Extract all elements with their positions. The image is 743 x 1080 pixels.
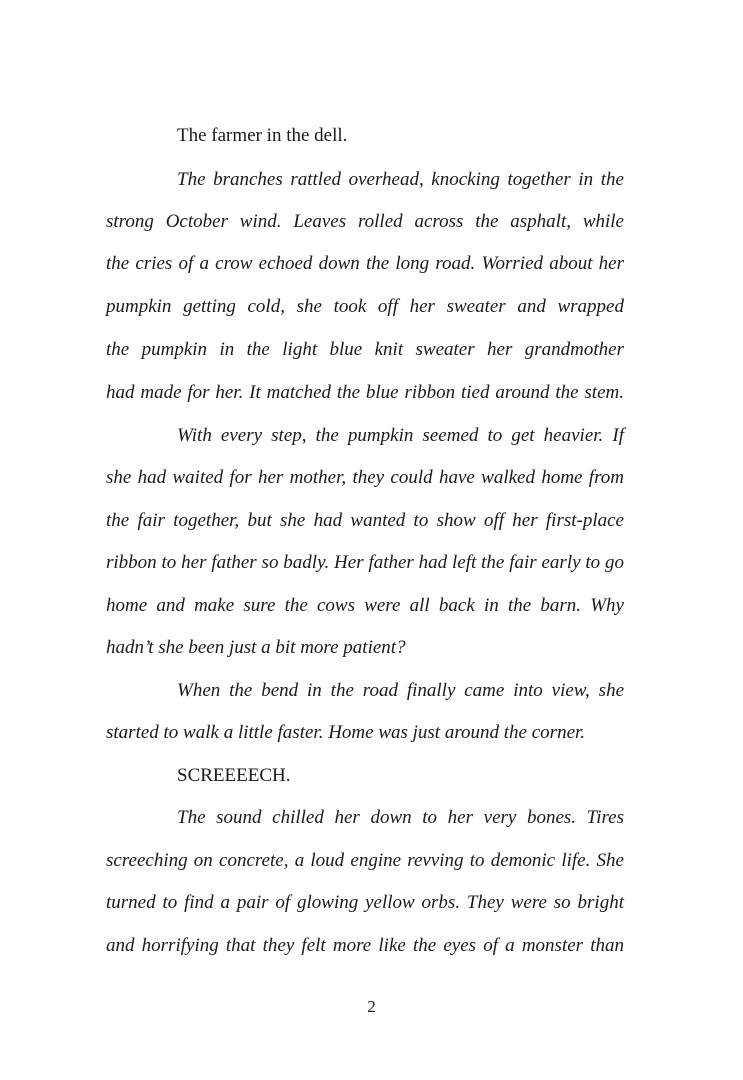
body-text-line: and horrifying that they felt more like the eyes of a monster than — [106, 935, 624, 956]
body-text-line: The sound chilled her down to her very bones. Tires — [177, 807, 624, 828]
body-text-line: With every step, the pumpkin seemed to get heavier. If — [177, 425, 624, 446]
sound-effect-line: SCREEEECH. — [177, 765, 291, 786]
body-text-line: turned to find a pair of glowing yellow orbs. They were so bright — [106, 892, 624, 913]
body-text-line: When the bend in the road finally came into view, she — [177, 680, 624, 701]
body-text-line: had made for her. It matched the blue ribbon tied around the stem. — [106, 382, 624, 403]
body-text-line: pumpkin getting cold, she took off her sweater and wrapped — [106, 296, 624, 317]
body-text-line: she had waited for her mother, they could have walked home from — [106, 467, 624, 488]
body-text-line: started to walk a little faster. Home was just around the corner. — [106, 722, 586, 743]
body-text-line: home and make sure the cows were all back in the barn. Why — [106, 595, 624, 616]
body-text-line: strong October wind. Leaves rolled across the asphalt, while — [106, 211, 624, 232]
body-text-line: the fair together, but she had wanted to show off her first-place — [106, 510, 624, 531]
body-text-line: screeching on concrete, a loud engine revving to demonic life. She — [106, 850, 624, 871]
body-text-line: hadn’t she been just a bit more patient? — [106, 637, 406, 658]
song-line: The farmer in the dell. — [177, 125, 348, 146]
page-number: 2 — [367, 997, 376, 1016]
body-text-line: the cries of a crow echoed down the long road. Worried about her — [106, 253, 624, 274]
body-text-line: The branches rattled overhead, knocking together in the — [177, 169, 624, 190]
body-text-line: the pumpkin in the light blue knit sweater her grandmother — [106, 339, 624, 360]
body-text-line: ribbon to her father so badly. Her father had left the fair early to go — [106, 552, 624, 573]
